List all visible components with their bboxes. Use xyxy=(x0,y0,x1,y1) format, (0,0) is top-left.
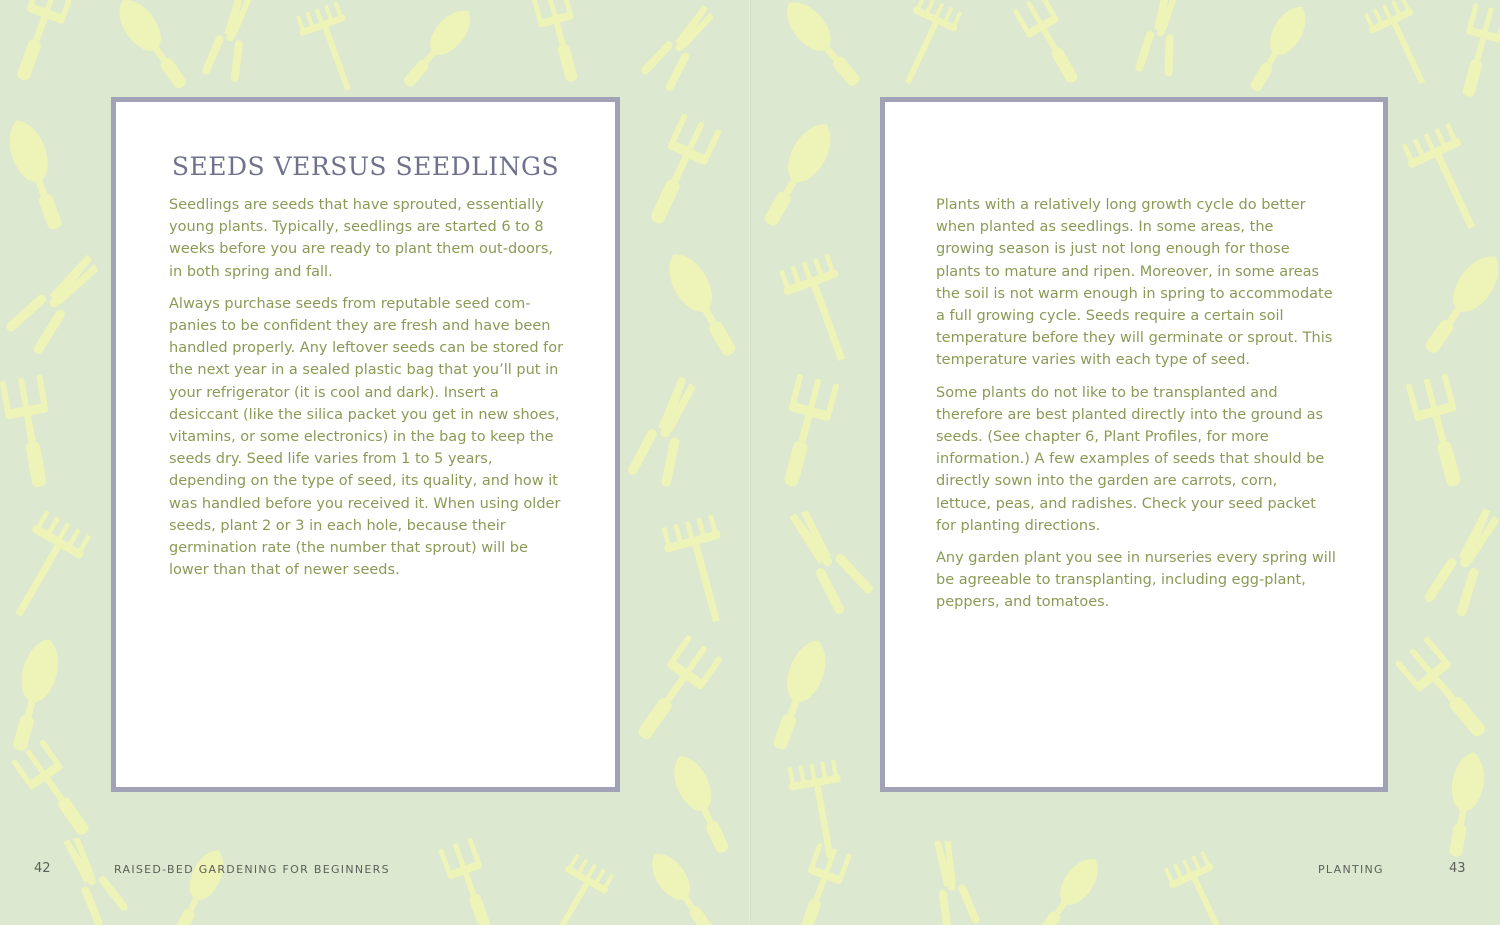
right-paragraph-2: Some plants do not like to be transplanted and therefore are best planted directly into the ground as seeds. (See chapter 6, Plant Profiles, for more information.) A few examples of seeds that should be directly sown into the garden are carrots, corn, lettuce, peas, and radishes. Check your seed packet for planting directions. xyxy=(936,384,1325,534)
book-gutter xyxy=(749,0,751,925)
left-paragraph-2: Always purchase seeds from reputable seed com-panies to be confident they are fresh and have been handled properly. Any leftover seeds can be stored for the next year in a sealed plastic bag that you’ll put in your refrigerator (it is cool and dark). Insert a desiccant (like the silica packet you get in new shoes, vitamins, or some electronics) in the bag to keep the seeds dry. Seed life varies from 1 to 5 years, depending on the type of seed, its quality, and how it was handled before you received it. When using older seeds, plant 2 or 3 in each hole, because their germination rate (the number that sprout) will be lower than that of newer seeds. xyxy=(169,295,564,579)
right-running-head: PLANTING xyxy=(1318,863,1384,876)
right-paragraph-1: Plants with a relatively long growth cycle do better when planted as seedlings. In some areas, the growing season is just not long enough for those plants to mature and ripen. Moreover, in some areas the soil is not warm enough in spring to accommodate a full growing cycle. Seeds require a certain soil temperature before they will germinate or sprout. This temperature varies with each type of seed. xyxy=(936,197,1333,369)
left-body-text xyxy=(169,194,569,591)
right-text-panel xyxy=(880,97,1388,792)
left-page-number: 42 xyxy=(34,861,51,876)
right-page-number: 43 xyxy=(1449,861,1466,876)
right-paragraph-3: Any garden plant you see in nurseries every spring will be agreeable to transplanting, including egg-plant, peppers, and tomatoes. xyxy=(936,550,1336,611)
left-text-panel xyxy=(111,97,620,792)
right-body-text xyxy=(936,194,1336,624)
section-heading: SEEDS VERSUS SEEDLINGS xyxy=(171,152,560,181)
left-running-head: RAISED-BED GARDENING FOR BEGINNERS xyxy=(114,863,390,876)
left-paragraph-1: Seedlings are seeds that have sprouted, essentially young plants. Typically, seedlings are started 6 to 8 weeks before you are ready to plant them out-doors, in both spring and fall. xyxy=(169,197,554,280)
